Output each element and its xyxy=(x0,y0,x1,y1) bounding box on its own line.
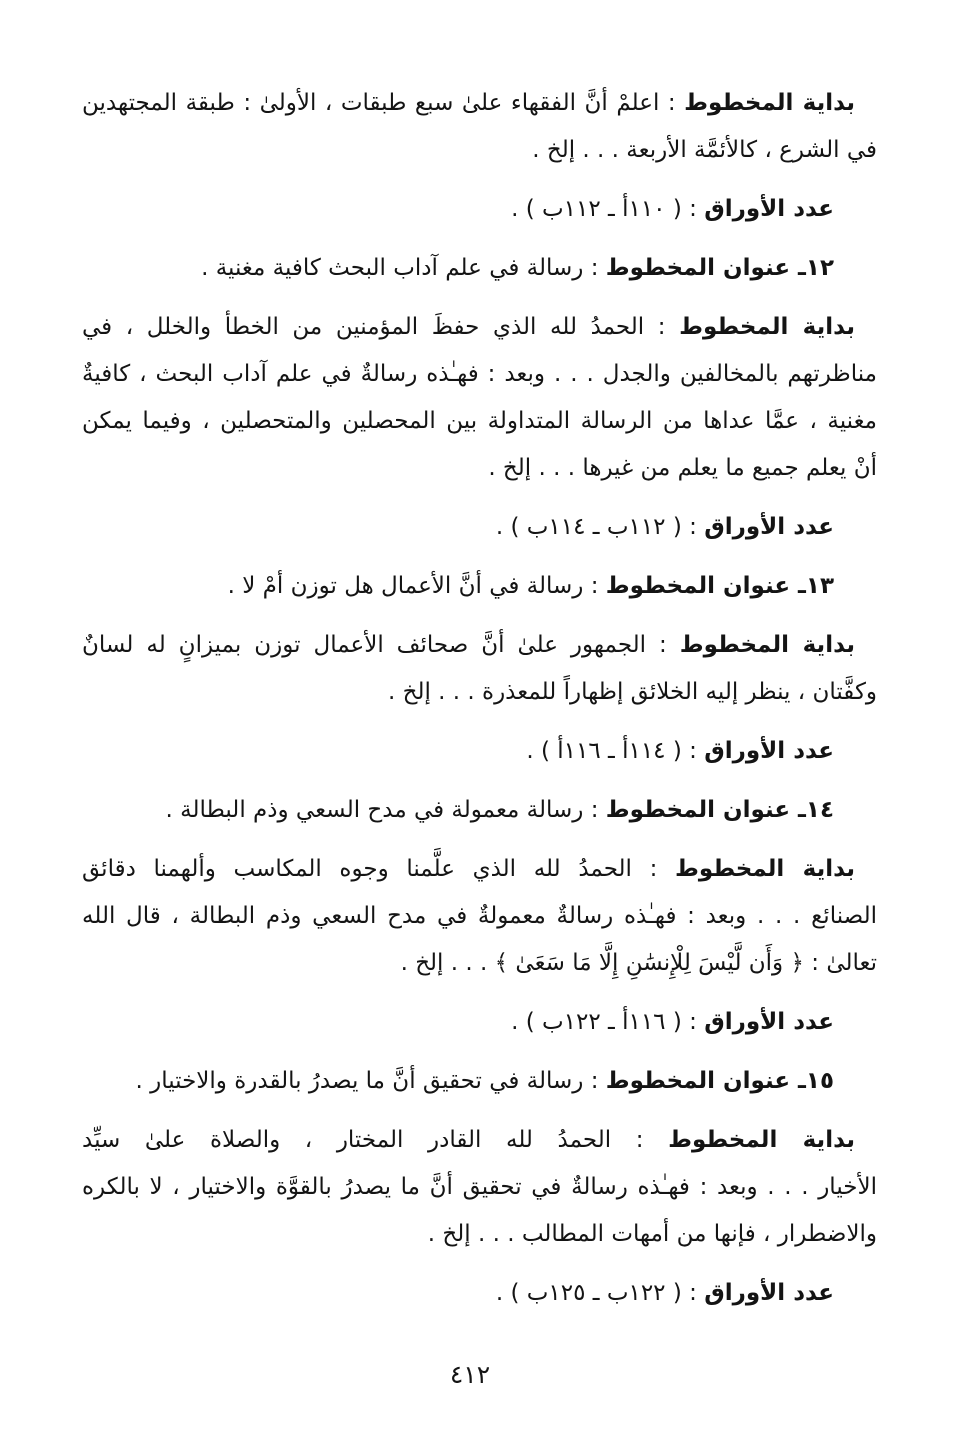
text-line xyxy=(82,351,877,398)
field-text: : الحمدُ لله الذي حفظَ المؤمنين من الخطأ والخلل ، في xyxy=(82,314,680,340)
text-line xyxy=(82,127,877,174)
field-label: عدد الأوراق xyxy=(704,514,834,540)
text-line xyxy=(82,304,877,351)
field-value: : ( ١١٠أ ـ ١١٢ب ) . xyxy=(511,196,705,222)
text-line xyxy=(82,999,877,1046)
manuscript-title xyxy=(82,1058,877,1105)
manuscript-title xyxy=(82,563,877,610)
text-line xyxy=(82,669,877,716)
manuscript-title xyxy=(82,245,877,292)
field-label: بداية المخطوط xyxy=(684,90,856,116)
folio-count xyxy=(82,1270,877,1317)
manuscript-beginning xyxy=(82,846,877,987)
field-text: : الحمدُ لله القادر المختار ، والصلاة علىٰ سيِّد xyxy=(82,1127,669,1153)
field-text: في الشرع ، كالأئمَّة الأربعة . . . إلخ . xyxy=(532,137,877,163)
text-line xyxy=(82,245,877,292)
field-text: وكفَّتان ، ينظر إليه الخلائق إظهاراً للمعذرة . . . إلخ . xyxy=(387,679,877,705)
field-value: : ( ١١٢ب ـ ١١٤ب ) . xyxy=(495,514,705,540)
field-label: عدد الأوراق xyxy=(704,1009,834,1035)
text-line xyxy=(82,622,877,669)
manuscript-beginning xyxy=(82,1117,877,1258)
field-text: تعالىٰ : ﴿ وَأَن لَّيْسَ لِلْإِنسَٰنِ إِلَّا مَا سَعَىٰ ﴾ . . . إلخ . xyxy=(400,950,877,976)
field-text: : الحمدُ لله الذي علَّمنا وجوه المكاسب وألهمنا دقائق xyxy=(82,856,676,882)
text-line xyxy=(82,728,877,775)
field-value: : رسالة في علم آداب البحث كافية مغنية . xyxy=(201,255,606,281)
text-line xyxy=(82,186,877,233)
text-line xyxy=(82,1270,877,1317)
field-text: أنْ يعلم جميع ما يعلم من غيرها . . . إلخ . xyxy=(488,455,877,481)
folio-count xyxy=(82,728,877,775)
folio-count xyxy=(82,999,877,1046)
text-line xyxy=(82,893,877,940)
field-text: مغنية ، عمَّا عداها من الرسالة المتداولة بين المحصلين والمتحصلين ، وفيما يمكن xyxy=(82,408,877,434)
field-value: : رسالة في أنَّ الأعمال هل توزن أمْ لا . xyxy=(227,573,606,599)
field-text: والاضطرار ، فإنها من أمهات المطالب . . . إلخ . xyxy=(427,1221,877,1247)
field-label: بداية المخطوط xyxy=(679,632,856,658)
manuscript-beginning xyxy=(82,622,877,716)
field-text: : اعلمْ أنَّ الفقهاء علىٰ سبع طبقات ، الأولىٰ : طبقة المجتهدين xyxy=(82,90,685,116)
field-value: : ( ١١٤أ ـ ١١٦أ ) . xyxy=(526,738,705,764)
text-line xyxy=(82,1058,877,1105)
page-text xyxy=(82,80,877,1329)
field-label: بداية المخطوط xyxy=(679,314,856,340)
text-line xyxy=(82,1164,877,1211)
field-text: الأخيار . . . وبعد : فهـٰذه رسالةٌ في تحقيق أنَّ ما يصدرُ بالقوَّة والاختيار ، لا بالكره xyxy=(82,1174,877,1200)
field-label: بداية المخطوط xyxy=(675,856,856,882)
folio-count xyxy=(82,504,877,551)
field-label: ١٤ـ عنوان المخطوط xyxy=(605,797,834,823)
field-value: : رسالة معمولة في مدح السعي وذم البطالة . xyxy=(165,797,606,823)
field-value: : ( ١٢٢ب ـ ١٢٥ب ) . xyxy=(495,1280,705,1306)
text-line xyxy=(82,787,877,834)
text-line xyxy=(82,1117,877,1164)
text-line xyxy=(82,563,877,610)
text-line xyxy=(82,398,877,445)
text-line xyxy=(82,445,877,492)
text-line xyxy=(82,940,877,987)
text-line xyxy=(82,80,877,127)
field-label: عدد الأوراق xyxy=(704,738,834,764)
field-label: ١٣ـ عنوان المخطوط xyxy=(605,573,834,599)
field-label: عدد الأوراق xyxy=(704,1280,834,1306)
text-line xyxy=(82,1211,877,1258)
field-label: عدد الأوراق xyxy=(704,196,834,222)
field-text: مناظرتهم بالمخالفين والجدل . . . وبعد : فهـٰذه رسالةٌ في علم آداب البحث ، كافيةٌ xyxy=(82,361,877,387)
folio-count xyxy=(82,186,877,233)
field-label: ١٥ـ عنوان المخطوط xyxy=(605,1068,834,1094)
text-line xyxy=(82,504,877,551)
manuscript-beginning xyxy=(82,80,877,174)
page-number: ٤١٢ xyxy=(449,1360,491,1389)
field-value: : رسالة في تحقيق أنَّ ما يصدرُ بالقدرة والاختيار . xyxy=(135,1068,606,1094)
field-label: بداية المخطوط xyxy=(668,1127,856,1153)
field-value: : ( ١١٦أ ـ ١٢٢ب ) . xyxy=(511,1009,705,1035)
manuscript-title xyxy=(82,787,877,834)
field-text: : الجمهور علىٰ أنَّ صحائف الأعمال توزن بميزانٍ له لسانٌ xyxy=(82,632,680,658)
field-text: الصنائع . . . وبعد : فهـٰذه رسالةٌ معمولةٌ في مدح السعي وذم البطالة ، قال الله xyxy=(82,903,877,929)
text-line xyxy=(82,846,877,893)
manuscript-beginning xyxy=(82,304,877,492)
field-label: ١٢ـ عنوان المخطوط xyxy=(605,255,834,281)
